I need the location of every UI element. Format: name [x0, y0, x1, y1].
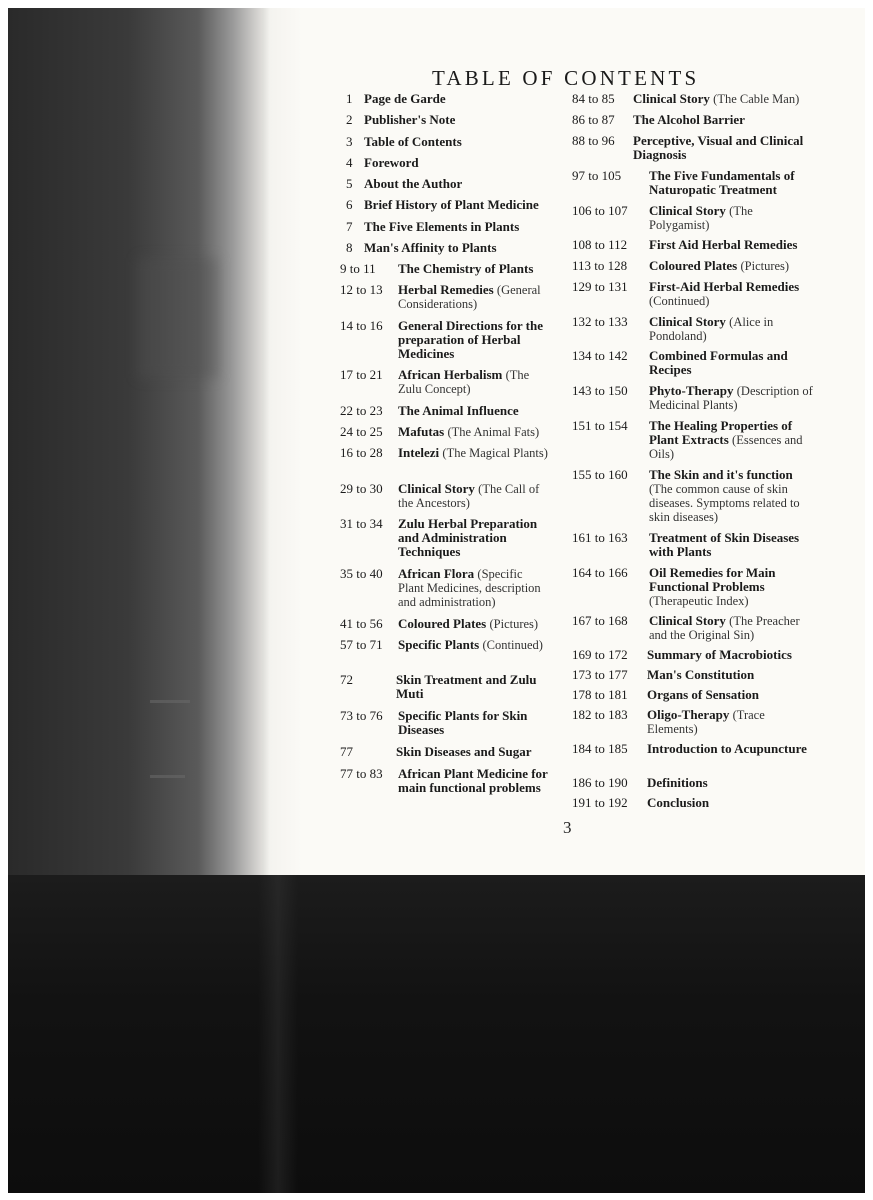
toc-entry-subtitle: (Pictures)	[740, 259, 790, 273]
toc-entry-text	[649, 468, 815, 524]
toc-entry-title: African Plant Medicine for main functional problems	[398, 766, 548, 795]
toc-entry-text	[398, 767, 548, 795]
toc-page-range: 173 to 177	[572, 667, 628, 682]
toc-entry-subtitle: (Therapeutic Index)	[649, 594, 749, 608]
toc-entry-subtitle: (The Call of the Ancestors)	[398, 482, 540, 510]
toc-entry-title: Table of Contents	[364, 134, 462, 149]
toc-entry-text	[398, 638, 548, 652]
toc-page-range: 77	[340, 744, 353, 759]
toc-page-range: 9 to 11	[340, 261, 376, 276]
toc-page-range: 77 to 83	[340, 766, 383, 781]
toc-page-range: 178 to 181	[572, 687, 628, 702]
toc-entry-text	[398, 425, 548, 439]
left-page-smear	[150, 775, 185, 778]
toc-entry-title: Specific Plants for Skin Diseases	[398, 708, 528, 737]
toc-entry-text	[647, 742, 815, 756]
toc-entry-text	[364, 92, 548, 106]
toc-entry-title: Combined Formulas and Recipes	[649, 348, 788, 377]
toc-entry-title: Coloured Plates	[649, 258, 738, 273]
toc-entry-text	[398, 446, 548, 460]
toc-entry-text	[647, 796, 815, 810]
toc-entry-title: The Chemistry of Plants	[398, 261, 534, 276]
toc-entry-text	[633, 134, 815, 162]
toc-page-range: 182 to 183	[572, 707, 628, 722]
toc-page-range: 84 to 85	[572, 91, 615, 106]
toc-page-range: 1	[346, 91, 353, 106]
toc-entry-title: The Animal Influence	[398, 403, 519, 418]
left-page-smear	[150, 700, 190, 703]
toc-entry-text	[649, 259, 815, 273]
toc-entry-subtitle: (Pictures)	[489, 617, 539, 631]
toc-entry-title: The Healing Properties of Plant Extracts	[649, 418, 793, 447]
toc-entry-title: Brief History of Plant Medicine	[364, 197, 539, 212]
toc-page-range: 16 to 28	[340, 445, 383, 460]
toc-entry-text	[398, 567, 548, 609]
toc-entry-subtitle: (General Considerations)	[398, 283, 541, 311]
toc-entry-subtitle: (The Cable Man)	[713, 92, 800, 106]
toc-entry-text	[647, 668, 815, 682]
toc-entry-text	[649, 280, 815, 308]
toc-entry-title: The Five Fundamentals of Naturopatic Treatment	[649, 168, 795, 197]
toc-entry-title: Definitions	[647, 775, 708, 790]
toc-page-range: 164 to 166	[572, 565, 628, 580]
toc-entry-title: Zulu Herbal Preparation and Administration Techniques	[398, 516, 538, 559]
toc-page-range: 169 to 172	[572, 647, 628, 662]
toc-page-range: 161 to 163	[572, 530, 628, 545]
toc-page-range: 72	[340, 672, 353, 687]
toc-entry-title: Organs of Sensation	[647, 687, 759, 702]
toc-entry-title: Oil Remedies for Main Functional Problems	[649, 565, 776, 594]
toc-entry-text	[649, 384, 815, 412]
page-title: TABLE OF CONTENTS	[432, 66, 700, 90]
toc-entry-subtitle: (Alice in Pondoland)	[649, 315, 774, 343]
toc-entry-title: Phyto-Therapy	[649, 383, 734, 398]
toc-entry-text	[398, 368, 548, 396]
toc-entry-subtitle: (Continued)	[649, 294, 710, 308]
toc-entry-text	[364, 198, 548, 212]
toc-entry-text	[649, 419, 815, 461]
toc-page-range: 57 to 71	[340, 637, 383, 652]
toc-entry-title: About the Author	[364, 176, 463, 191]
toc-page-range: 88 to 96	[572, 133, 615, 148]
toc-page-range: 8	[346, 240, 353, 255]
toc-entry-text	[396, 673, 546, 701]
toc-entry-text	[649, 531, 815, 559]
toc-entry-text	[398, 283, 548, 311]
toc-entry-title: Herbal Remedies	[398, 282, 494, 297]
left-page-smudge	[138, 258, 218, 378]
toc-entry-subtitle: (The Animal Fats)	[447, 425, 540, 439]
toc-entry-subtitle: (Description of Medicinal Plants)	[649, 384, 813, 412]
toc-entry-title: Clinical Story	[398, 481, 475, 496]
toc-page-range: 41 to 56	[340, 616, 383, 631]
toc-entry-title: Clinical Story	[633, 91, 710, 106]
dark-scan-bottom	[8, 875, 866, 1193]
toc-page-range: 35 to 40	[340, 566, 383, 581]
toc-entry-text	[649, 204, 815, 232]
toc-page-range: 106 to 107	[572, 203, 628, 218]
toc-entry-text	[398, 517, 548, 559]
toc-entry-text	[398, 482, 548, 510]
toc-page-range: 108 to 112	[572, 237, 628, 252]
toc-page-range: 14 to 16	[340, 318, 383, 333]
toc-page-range: 2	[346, 112, 353, 127]
toc-entry-text	[647, 708, 815, 736]
toc-entry-text	[649, 169, 815, 197]
toc-entry-text	[364, 113, 548, 127]
toc-page-range: 12 to 13	[340, 282, 383, 297]
toc-entry-title: Conclusion	[647, 795, 710, 810]
toc-entry-text	[364, 220, 548, 234]
left-page-shadow	[8, 8, 266, 878]
toc-entry-text	[633, 113, 815, 127]
toc-entry-title: Man's Constitution	[647, 667, 755, 682]
toc-entry-title: Mafutas	[398, 424, 445, 439]
toc-entry-title: Introduction to Acupuncture	[647, 741, 807, 756]
toc-entry-text	[398, 404, 548, 418]
toc-page-range: 151 to 154	[572, 418, 628, 433]
toc-entry-text	[364, 135, 548, 149]
toc-page-range: 113 to 128	[572, 258, 628, 273]
toc-entry-title: The Skin and it's function	[649, 467, 793, 482]
toc-page-range: 86 to 87	[572, 112, 615, 127]
toc-page-range: 97 to 105	[572, 168, 622, 183]
toc-page-range: 184 to 185	[572, 741, 628, 756]
toc-entry-text	[364, 177, 548, 191]
toc-page-range: 191 to 192	[572, 795, 628, 810]
toc-entry-title: Foreword	[364, 155, 419, 170]
toc-entry-title: African Herbalism	[398, 367, 503, 382]
toc-entry-text	[396, 745, 546, 759]
toc-entry-title: First-Aid Herbal Remedies	[649, 279, 800, 294]
toc-page-range: 5	[346, 176, 353, 191]
toc-entry-text	[398, 262, 548, 276]
toc-entry-text	[647, 776, 815, 790]
toc-entry-text	[647, 648, 815, 662]
toc-page-range: 3	[346, 134, 353, 149]
toc-entry-text	[633, 92, 815, 106]
toc-entry-subtitle: (The Zulu Concept)	[398, 368, 530, 396]
toc-entry-title: General Directions for the preparation of Herbal Medicines	[398, 318, 544, 361]
toc-entry-title: Intelezi	[398, 445, 440, 460]
toc-entry-title: Man's Affinity to Plants	[364, 240, 497, 255]
toc-page-range: 129 to 131	[572, 279, 628, 294]
toc-entry-subtitle: (The Magical Plants)	[442, 446, 548, 460]
toc-page-range: 31 to 34	[340, 516, 383, 531]
toc-entry-text	[398, 709, 548, 737]
toc-entry-title: First Aid Herbal Remedies	[649, 237, 798, 252]
toc-page-range: 29 to 30	[340, 481, 383, 496]
toc-entry-subtitle: (Continued)	[482, 638, 543, 652]
toc-entry-title: Skin Diseases and Sugar	[396, 744, 532, 759]
toc-page-range: 186 to 190	[572, 775, 628, 790]
toc-page-range: 4	[346, 155, 353, 170]
toc-page-range: 167 to 168	[572, 613, 628, 628]
toc-entry-subtitle: (The Preacher and the Original Sin)	[649, 614, 800, 642]
toc-entry-title: The Five Elements in Plants	[364, 219, 520, 234]
toc-page-range: 22 to 23	[340, 403, 383, 418]
toc-page-range: 134 to 142	[572, 348, 628, 363]
toc-entry-title: Coloured Plates	[398, 616, 487, 631]
toc-entry-title: Clinical Story	[649, 203, 726, 218]
toc-entry-text	[649, 614, 815, 642]
page-number: 3	[563, 818, 572, 837]
toc-entry-title: Specific Plants	[398, 637, 480, 652]
toc-page-range: 6	[346, 197, 353, 212]
toc-entry-title: Oligo-Therapy	[647, 707, 730, 722]
toc-entry-text	[398, 617, 548, 631]
toc-entry-subtitle: (Specific Plant Medicines, description and administration)	[398, 567, 541, 609]
toc-entry-title: Treatment of Skin Diseases with Plants	[649, 530, 800, 559]
toc-entry-text	[647, 688, 815, 702]
toc-page-range: 7	[346, 219, 353, 234]
toc-entry-title: Clinical Story	[649, 314, 726, 329]
toc-entry-subtitle: (The Polygamist)	[649, 204, 753, 232]
toc-entry-title: Summary of Macrobiotics	[647, 647, 792, 662]
toc-entry-text	[649, 566, 815, 608]
toc-entry-text	[649, 238, 815, 252]
toc-page-range: 155 to 160	[572, 467, 628, 482]
toc-page-range: 24 to 25	[340, 424, 383, 439]
toc-entry-subtitle: (The common cause of skin diseases. Symptoms related to skin diseases)	[649, 482, 800, 524]
toc-entry-title: Page de Garde	[364, 91, 446, 106]
toc-entry-title: Publisher's Note	[364, 112, 456, 127]
toc-entry-text	[649, 315, 815, 343]
toc-entry-title: Skin Treatment and Zulu Muti	[396, 672, 537, 701]
toc-page-range: 73 to 76	[340, 708, 383, 723]
toc-entry-text	[364, 156, 548, 170]
toc-entry-subtitle: (Trace Elements)	[647, 708, 765, 736]
toc-entry-text	[649, 349, 815, 377]
toc-entry-text	[364, 241, 548, 255]
right-scan-edge	[865, 0, 873, 1200]
spine-fold	[258, 875, 298, 1193]
toc-entry-title: The Alcohol Barrier	[633, 112, 745, 127]
toc-entry-title: Perceptive, Visual and Clinical Diagnosis	[633, 133, 804, 162]
toc-entry-title: African Flora	[398, 566, 475, 581]
toc-page-range: 17 to 21	[340, 367, 383, 382]
toc-page-range: 143 to 150	[572, 383, 628, 398]
toc-entry-title: Clinical Story	[649, 613, 726, 628]
toc-entry-text	[398, 319, 548, 361]
toc-entry-subtitle: (Essences and Oils)	[649, 433, 803, 461]
toc-page-range: 132 to 133	[572, 314, 628, 329]
